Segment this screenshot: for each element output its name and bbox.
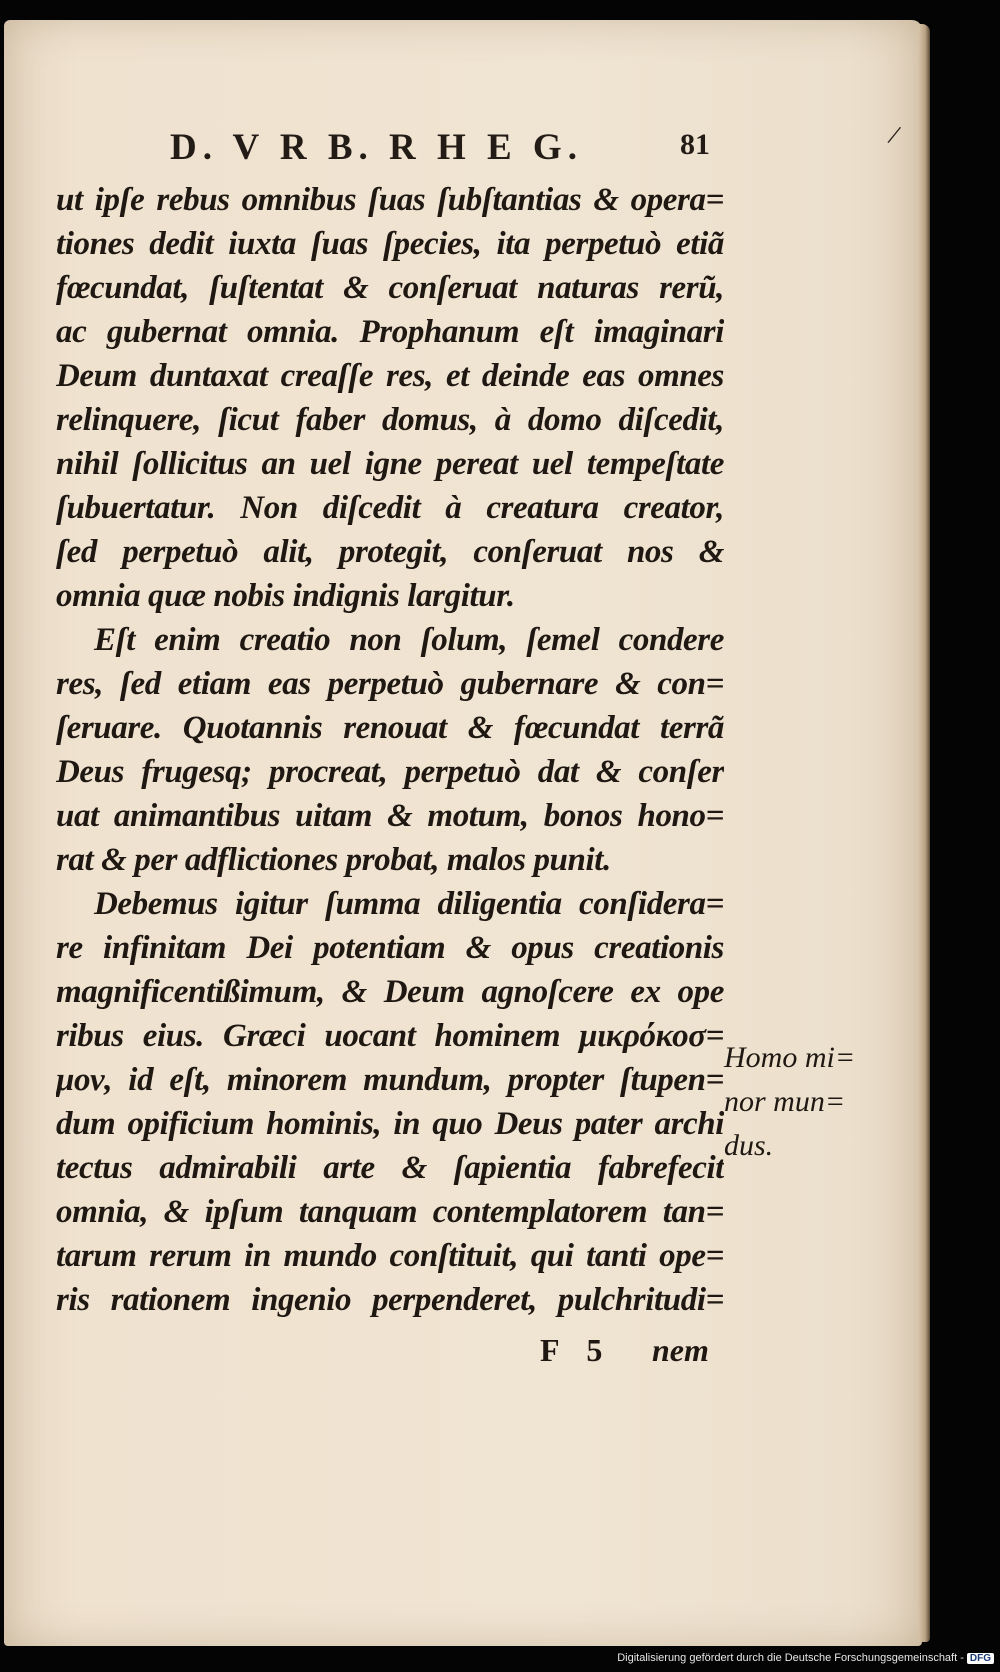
text-line: ribus eius. Græci uocant hominem μικρόκοσ= [56,1018,724,1054]
text-line: ut ipſe rebus omnibus ſuas ſubſtantias & opera= [56,182,724,218]
corner-mark: / [885,119,904,152]
text-line: omnia, & ipſum tanquam contemplatorem tan= [56,1194,724,1230]
dfg-logo-icon: DFG [967,1653,994,1664]
text-line: magnificentißimum, & Deum agnoſcere ex ope [56,974,724,1010]
marginal-note-line: dus. [724,1129,774,1162]
text-line: relinquere, ſicut faber domus, à domo diſcedit, [56,402,724,438]
digitization-credit [617,1652,994,1664]
text-line: nihil ſollicitus an uel igne pereat uel tempeſtate [56,446,724,482]
main-text-block [56,178,724,1322]
page-edge [918,24,930,1642]
catchword: nem [652,1332,709,1368]
text-line: Eſt enim creatio non ſolum, ſemel condere [94,622,724,658]
text-line: μον, id eſt, minorem mundum, propter ſtupen= [56,1062,724,1098]
running-head: D. V R B. R H E G. [170,127,583,168]
text-line: tectus admirabili arte & ſapientia fabrefecit [56,1150,724,1186]
text-line: tiones dedit iuxta ſuas ſpecies, ita perpetuò etiã [56,226,724,262]
text-line: Deum duntaxat creaſſe res, et deinde eas omnes [56,358,724,394]
text-line: ac gubernat omnia. Prophanum eſt imaginari [56,314,724,350]
text-line: tarum rerum in mundo conſtituit, qui tanti ope= [56,1238,724,1274]
text-line: ris rationem ingenio perpenderet, pulchritudi= [56,1282,724,1318]
text-line: ſubuertatur. Non diſcedit à creatura creator, [56,490,724,526]
text-line: omnia quæ nobis indignis largitur. [56,578,515,614]
text-line: rat & per adflictiones probat, malos punit. [56,842,611,878]
marginal-note-line: nor mun= [724,1085,846,1118]
signature-mark: F 5 [540,1332,613,1368]
text-line: re infinitam Dei potentiam & opus creationis [56,930,724,966]
text-line: uat animantibus uitam & motum, bonos hono= [56,798,724,834]
credit-text: Digitalisierung gefördert durch die Deutsche Forschungsgemeinschaft - [617,1652,964,1664]
folio-number: 81 [680,128,710,161]
marginal-note [724,1036,874,1168]
marginal-note-line: Homo mi= [724,1041,856,1074]
text-line: fœcundat, ſuſtentat & conſeruat naturas rerũ, [56,270,724,306]
text-line: Debemus igitur ſumma diligentia conſidera= [94,886,724,922]
text-line: Deus frugesq; procreat, perpetuò dat & conſer [56,754,724,790]
text-line: dum opificium hominis, in quo Deus pater archi [56,1106,724,1142]
text-line: res, ſed etiam eas perpetuò gubernare & con= [56,666,724,702]
text-line: ſeruare. Quotannis renouat & fœcundat terrã [56,710,724,746]
text-line: ſed perpetuò alit, protegit, conſeruat nos & [56,534,724,570]
